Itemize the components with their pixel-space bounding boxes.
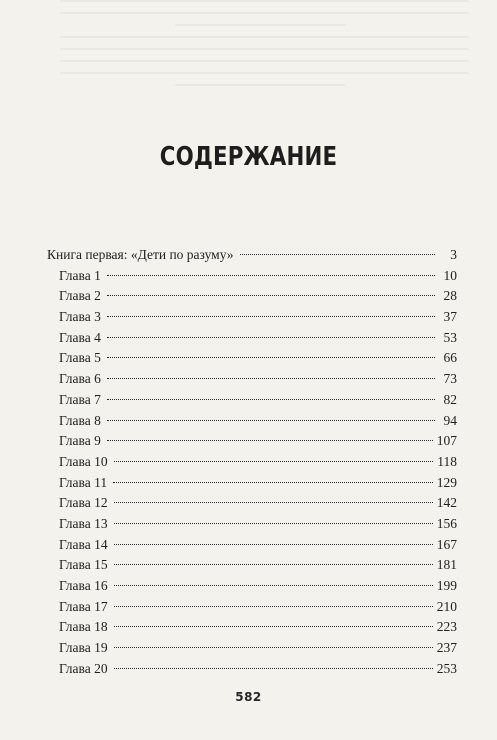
toc-entry-label: Глава 6 [59,371,101,387]
toc-entry-page: 129 [436,474,457,490]
toc-entry-label: Глава 3 [59,309,101,325]
toc-chapter-entry[interactable] [47,307,457,328]
dot-leader [107,295,435,296]
toc-entry-label: Глава 18 [59,619,108,635]
toc-entry-label: Глава 12 [59,495,108,511]
toc-entry-page: 237 [436,640,457,656]
toc-entry-label: Глава 15 [59,557,108,573]
toc-entry-label: Глава 9 [59,433,101,449]
dot-leader [114,585,433,586]
toc-book-entry[interactable] [47,245,457,266]
toc-entry-label: Глава 17 [59,598,108,614]
dot-leader [107,357,435,358]
toc-chapter-entry[interactable] [47,535,457,556]
toc-chapter-entry[interactable] [47,493,457,514]
toc-entry-label: Глава 16 [59,578,108,593]
toc-chapter-entry[interactable] [47,617,457,638]
dot-leader [107,275,435,276]
bleed-through-text [60,0,469,125]
dot-leader [107,337,435,338]
toc-entry-page: 53 [443,329,457,345]
dot-leader [114,606,433,607]
toc-chapter-entry[interactable] [47,286,457,307]
toc-entry-page: 73 [443,371,457,387]
toc-chapter-entry[interactable] [47,514,457,535]
page-number: 582 [235,690,262,704]
toc-entry-label: Глава 19 [59,640,108,656]
toc-entry-label: Глава 8 [59,412,101,428]
toc-entry-label: Глава 10 [59,453,108,469]
toc-chapter-entry[interactable] [47,576,457,597]
toc-entry-page: 167 [436,536,457,552]
toc-chapter-entry[interactable] [47,390,457,411]
toc-entry-label: Глава 11 [59,474,108,490]
toc-chapter-entry[interactable] [47,411,457,432]
toc-entry-page: 10 [443,267,457,283]
toc-entry-page: 37 [443,309,457,325]
dot-leader [107,316,435,317]
toc-entry-page: 181 [436,557,457,573]
toc-chapter-entry[interactable] [47,597,457,618]
toc-chapter-entry[interactable] [47,638,457,659]
toc-chapter-entry[interactable] [47,266,457,287]
toc-entry-page: 156 [436,515,457,531]
toc-entry-page: 253 [436,660,457,676]
toc-entry-label: Глава 7 [59,391,101,407]
toc-entry-page: 28 [443,288,457,304]
toc-entry-page: 199 [436,578,457,593]
dot-leader [114,544,433,545]
toc-entry-label: Глава 5 [59,350,101,366]
toc-chapter-entry[interactable] [47,328,457,349]
dot-leader [107,440,433,441]
dot-leader [114,626,433,627]
toc-entry-label: Глава 13 [59,515,108,531]
dot-leader [240,254,435,255]
toc-entry-page: 223 [436,619,457,635]
toc-entry-label: Глава 14 [59,536,108,552]
toc-entry-page: 94 [443,412,457,428]
toc-chapter-entry[interactable] [47,555,457,576]
dot-leader [107,399,435,400]
toc-chapter-entry[interactable] [47,659,457,680]
dot-leader [114,523,433,524]
toc-chapter-entry[interactable] [47,431,457,452]
dot-leader [113,482,433,483]
dot-leader [114,668,433,669]
toc-entry-page: 82 [443,391,457,407]
toc-entry-label: Книга первая: «Дети по разуму» [47,247,234,262]
dot-leader [114,564,433,565]
toc-entry-page: 3 [450,247,457,262]
dot-leader [114,647,433,648]
page-title: СОДЕРЖАНИЕ [159,142,338,172]
dot-leader [114,461,434,462]
toc-entry-page: 118 [437,453,457,469]
toc-chapter-entry[interactable] [47,452,457,473]
toc-chapter-entry[interactable] [47,369,457,390]
toc-entry-label: Глава 2 [59,288,101,304]
dot-leader [107,420,435,421]
toc-entry-label: Глава 4 [59,329,101,345]
toc-entry-label: Глава 20 [59,660,108,676]
toc-entry-label: Глава 1 [59,267,101,283]
toc-chapter-entry[interactable] [47,473,457,494]
dot-leader [114,502,433,503]
dot-leader [107,378,435,379]
table-of-contents [47,245,457,679]
toc-entry-page: 210 [436,598,457,614]
toc-entry-page: 66 [443,350,457,366]
toc-entry-page: 142 [436,495,457,511]
toc-entry-page: 107 [436,433,457,449]
toc-chapter-entry[interactable] [47,348,457,369]
